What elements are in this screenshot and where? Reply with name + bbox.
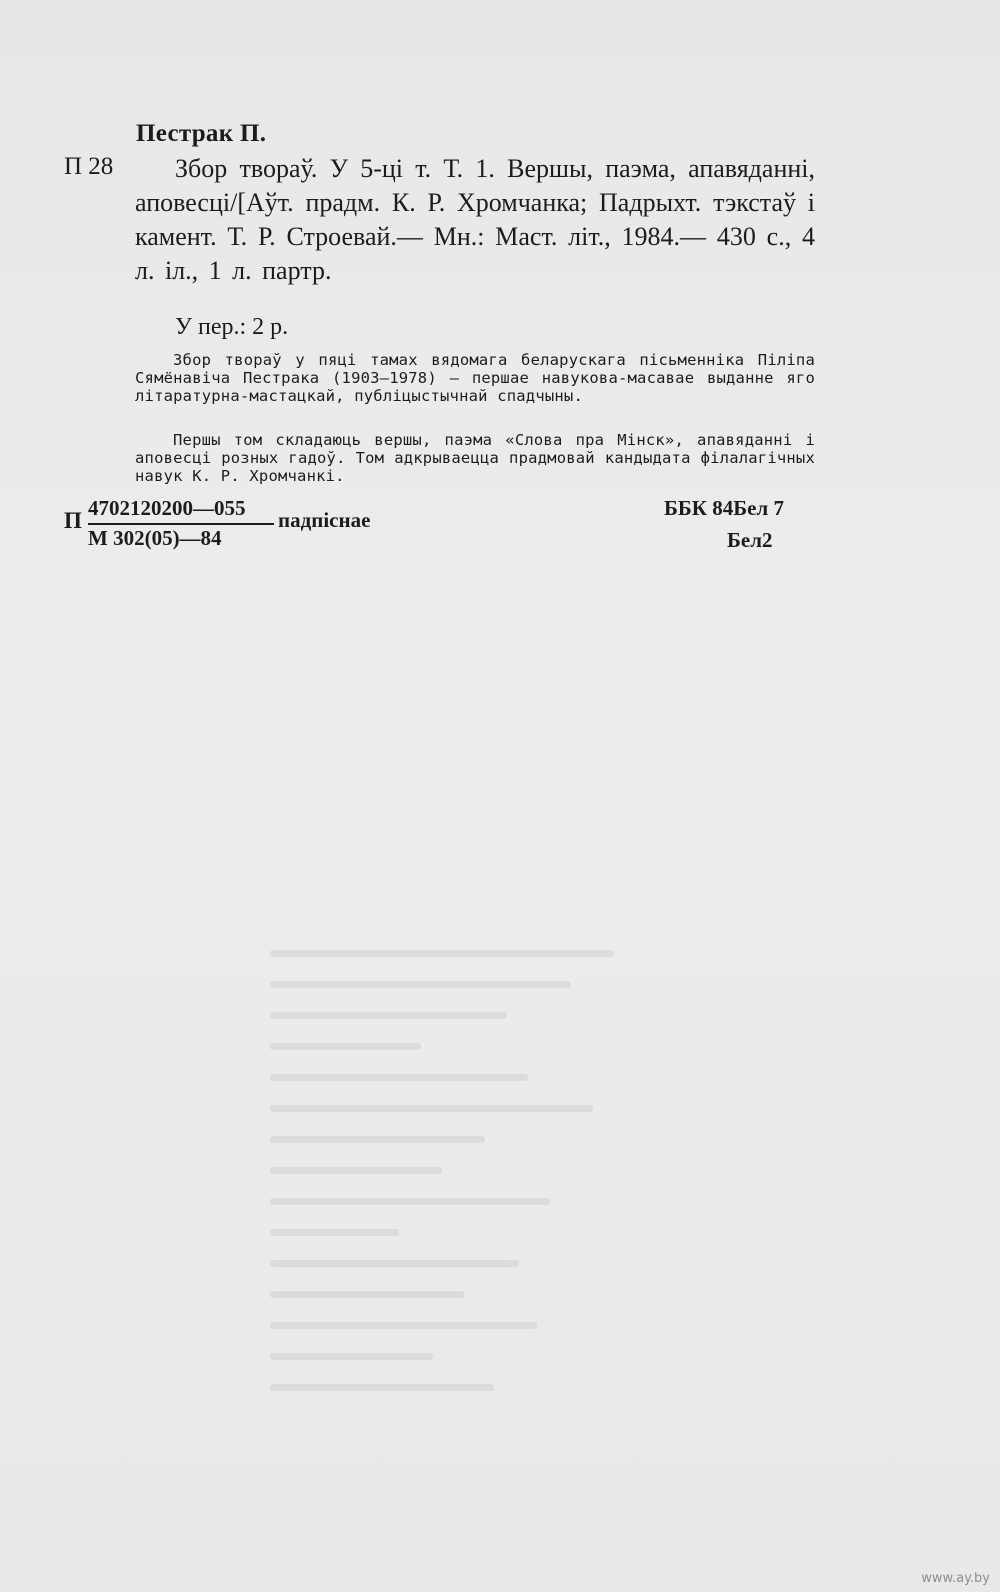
annotation-paragraph-1: Збор твораў у пяці тамах вядомага беларускага пісьменніка Піліпа Сямёнавіча Пестрака (1903—1978) — першае навукова-масавае выданне яго літаратурна-мастацкай, публіцыстычнай спадчыны. bbox=[135, 351, 815, 405]
bibliographic-entry: Збор твораў. У 5-ці т. Т. 1. Вершы, паэма, апавяданні, аповесці/[Аўт. прадм. К. Р. Хромчанка; Падрыхт. тэкстаў і камент. Т. Р. Строевай.— Мн.: Маст. літ., 1984.— 430 с., 4 л. іл., 1 л. партр. bbox=[135, 154, 815, 285]
author-heading: Пестрак П. bbox=[136, 120, 267, 147]
index-denominator: М 302(05)—84 bbox=[88, 526, 222, 550]
annotation-paragraph-2: Першы том складаюць вершы, паэма «Слова пра Мінск», апавяданні і аповесці розных гадоў. Том адкрываецца прадмовай кандыдата філалагічных навук К. Р. Хромчанкі. bbox=[135, 431, 815, 485]
library-code: П 28 bbox=[64, 153, 114, 180]
subscription-label: падпіснае bbox=[278, 508, 371, 532]
price-line: У пер.: 2 р. bbox=[175, 314, 289, 340]
watermark: www.ay.by bbox=[921, 1571, 990, 1586]
index-fraction-rule bbox=[88, 523, 274, 525]
index-letter: П bbox=[64, 508, 82, 533]
bbk-code: ББК 84Бел 7 bbox=[664, 496, 784, 520]
show-through-text bbox=[270, 950, 700, 1470]
bbk-region-code: Бел2 bbox=[727, 528, 773, 552]
index-numerator: 4702120200—055 bbox=[88, 496, 246, 520]
